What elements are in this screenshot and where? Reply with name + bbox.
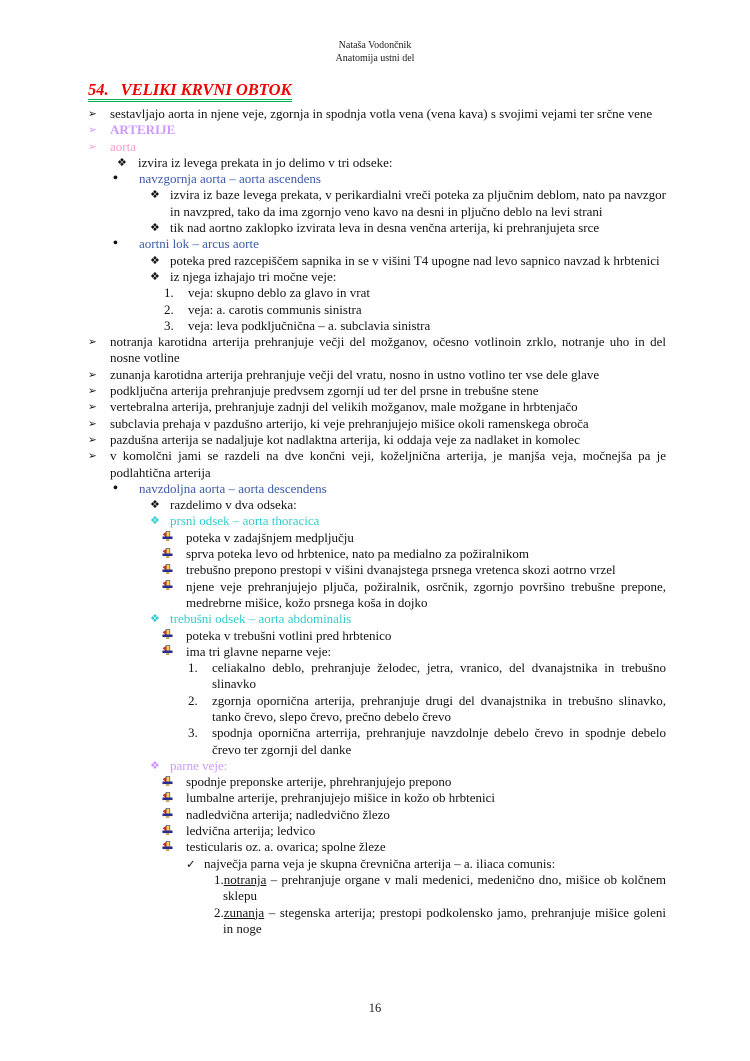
diamond-bullet-icon: ❖ <box>150 188 160 202</box>
down-arrow-icon <box>162 807 186 823</box>
down-arrow-icon <box>162 839 186 855</box>
list-item <box>162 579 666 612</box>
arrow-bullet-icon: ➢ <box>88 140 97 153</box>
section-title <box>88 81 292 102</box>
list-item-text: aortni lok – arcus aorte <box>139 236 259 252</box>
list-item-text: navzgornja aorta – aorta ascendens <box>139 171 321 187</box>
list-item <box>164 318 666 334</box>
list-item <box>162 628 666 644</box>
list-item <box>150 758 666 774</box>
list-item <box>188 693 666 726</box>
list-item-text: ledvična arterija; ledvico <box>186 823 316 839</box>
dot-bullet-icon: • <box>113 171 118 187</box>
list-item <box>162 774 666 790</box>
diamond-bullet-icon: ❖ <box>150 253 160 267</box>
list-item <box>88 432 666 448</box>
down-arrow-icon <box>162 579 186 612</box>
list-item <box>88 448 666 481</box>
list-item-text: izvira iz levega prekata in jo delimo v tri odseke: <box>138 154 393 170</box>
list-item-text: ARTERIJE <box>110 122 176 138</box>
list-item-text: izvira iz baze levega prekata, v perikardialni vreči poteka za pljučnim deblom, nato pa navzgor in navzpred, tako da ima zgornjo veno kavo na desni in pljučno deblo na levi strani <box>170 187 666 219</box>
arrow-bullet-icon: ➢ <box>88 385 97 398</box>
arrow-bullet-icon: ➢ <box>88 401 97 414</box>
arrow-bullet-icon: ➢ <box>88 108 97 120</box>
header-subject: Anatomija ustni del <box>335 52 415 64</box>
list-item-text: nadledvična arterija; nadledvično žlezo <box>186 806 390 822</box>
check-bullet-icon: ✓ <box>186 856 196 871</box>
list-item <box>162 790 666 806</box>
list-item-text: v komolčni jami se razdeli na dve končni veji, koželjnična arterija, je manjša veja, močnejša pa je podlahtična arterija <box>110 448 666 480</box>
list-item-text: lumbalne arterije, prehranjujejo mišice in kožo ob hrbtenici <box>186 790 496 806</box>
list-item <box>214 905 666 938</box>
list-item <box>88 334 666 367</box>
list-item <box>150 513 666 529</box>
arrow-bullet-icon: ➢ <box>88 417 97 430</box>
list-item <box>150 253 666 269</box>
arrow-bullet-icon: ➢ <box>88 368 97 381</box>
list-item <box>188 660 666 693</box>
item-number: 1. <box>214 871 224 887</box>
list-item-text: aorta <box>110 138 136 154</box>
diamond-bullet-icon: ❖ <box>150 498 160 512</box>
diamond-bullet-icon: ❖ <box>150 269 160 283</box>
item-number: 1. <box>164 285 174 301</box>
arrow-bullet-icon: ➢ <box>88 124 97 137</box>
list-item-text: zunanja karotidna arterija prehranjuje večji del vratu, nosno in ustno votlino ter vse dele glave <box>110 366 600 382</box>
list-item <box>88 139 666 155</box>
page-number: 16 <box>368 1001 382 1015</box>
list-item <box>150 269 666 285</box>
section-title-text: VELIKI KRVNI OBTOK <box>120 80 292 99</box>
diamond-bullet-icon: ❖ <box>150 758 160 772</box>
list-item-text: vertebralna arterija, prehranjuje zadnji del velikih možganov, male možgane in hrbtenjačo <box>110 399 578 415</box>
list-item <box>117 155 666 171</box>
list-item-text: podključna arterija prehranjuje predvsem zgornji ud ter del prsne in trebušne stene <box>110 383 539 399</box>
list-item <box>150 611 666 627</box>
diamond-bullet-icon: ❖ <box>117 155 127 169</box>
list-item-text: poteka v zadajšnjem medpljučju <box>186 529 354 545</box>
list-item-text: 1.notranja – prehranjuje organe v mali medenici, medenično dno, mišice ob kolčnem sklepu <box>214 871 666 904</box>
dot-bullet-icon: • <box>113 236 118 252</box>
list-item-text: veja: a. carotis communis sinistra <box>188 301 362 317</box>
list-item <box>164 302 666 318</box>
header-author: Nataša Vodončnik <box>338 40 412 51</box>
diamond-bullet-icon: ❖ <box>150 221 160 235</box>
down-arrow-icon <box>162 790 186 806</box>
list-item-text: subclavia prehaja v pazdušno arterijo, ki veje prehranjujejo mišice okoli ramenskega obroča <box>110 415 589 431</box>
list-item <box>88 399 666 415</box>
list-item <box>113 236 666 252</box>
list-item <box>164 285 666 301</box>
list-item <box>214 872 666 905</box>
list-item <box>162 546 666 562</box>
list-item <box>88 367 666 383</box>
list-item-text: trebušno prepono prestopi v višini dvanajstega prsnega vretenca skozi aotrno vrzel <box>186 562 616 578</box>
dot-bullet-icon: • <box>113 480 118 496</box>
list-item-text: pazdušna arterija se nadaljuje kot nadlaktna arterija, ki oddaja veje za nadlaket in komolec <box>110 431 580 447</box>
list-item-text: razdelimo v dva odseka: <box>170 497 297 513</box>
down-arrow-icon <box>162 562 186 578</box>
list-item-text: trebušni odsek – aorta abdominalis <box>170 611 352 627</box>
list-item-text: iz njega izhajajo tri močne veje: <box>170 268 337 284</box>
item-number: 2. <box>188 692 198 708</box>
list-item <box>150 497 666 513</box>
arrow-bullet-icon: ➢ <box>88 450 97 463</box>
list-item-text: spodnja opornična arterrija, prehranjuje navzdolnje debelo črevo in spodnje debelo črevo ter zgornji del danke <box>212 725 666 757</box>
list-item <box>88 122 666 138</box>
list-item <box>88 106 666 122</box>
section-number: 54. <box>88 80 109 99</box>
list-item <box>150 220 666 236</box>
list-item <box>162 562 666 578</box>
list-item-text: sprva poteka levo od hrbtenice, nato pa medialno za požiralnikom <box>186 546 529 562</box>
item-number: 3. <box>188 725 198 741</box>
item-number: 2. <box>214 904 224 920</box>
arrow-bullet-icon: ➢ <box>88 336 97 349</box>
arrow-bullet-icon: ➢ <box>88 433 97 446</box>
list-item-text: navzdoljna aorta – aorta descendens <box>139 480 327 496</box>
down-arrow-icon <box>162 530 186 546</box>
list-item <box>162 823 666 839</box>
list-item-text: celiakalno deblo, prehranjuje želodec, jetra, vranico, del dvanajstnika in trebušno slinavko <box>212 660 666 692</box>
list-item <box>162 839 666 855</box>
list-item-text: zgornja opornična arterija, prehranjuje drugi del dvanajstnika in trebušno slinavko, tanko črevo, slepo črevo, prečno debelo črevo <box>212 692 666 724</box>
list-item <box>88 383 666 399</box>
diamond-bullet-icon: ❖ <box>150 612 160 626</box>
list-item-text: prsni odsek – aorta thoracica <box>170 513 320 529</box>
list-item <box>162 644 666 660</box>
list-item <box>186 856 666 872</box>
list-item-text: ima tri glavne neparne veje: <box>186 643 332 659</box>
list-item <box>162 530 666 546</box>
list-item-text: poteka v trebušni votlini pred hrbtenico <box>186 627 392 643</box>
item-number: 2. <box>164 301 174 317</box>
down-arrow-icon <box>162 823 186 839</box>
list-item-text: spodnje preponske arterije, phrehranjujejo prepono <box>186 774 452 790</box>
list-item-text: veja: leva podključnična – a. subclavia sinistra <box>188 317 431 333</box>
document-content <box>88 81 666 937</box>
document-body <box>88 106 666 937</box>
list-item <box>162 807 666 823</box>
underlined-term: zunanja <box>223 904 265 920</box>
list-item-text: notranja karotidna arterija prehranjuje večji del možganov, očesno votlinoin zrklo, notranje uho in del nosne votline <box>110 334 666 366</box>
list-item <box>88 416 666 432</box>
down-arrow-icon <box>162 774 186 790</box>
item-number: 1. <box>188 660 198 676</box>
down-arrow-icon <box>162 644 186 660</box>
down-arrow-icon <box>162 546 186 562</box>
page-header <box>0 40 750 65</box>
list-item <box>188 725 666 758</box>
list-item-text: sestavljajo aorta in njene veje, zgornja in spodnja votla vena (vena kava) s svojimi vejami ter srčne vene <box>110 106 653 121</box>
list-item <box>113 171 666 187</box>
item-number: 3. <box>164 317 174 333</box>
underlined-term: notranja <box>223 871 267 887</box>
down-arrow-icon <box>162 628 186 644</box>
list-item <box>150 187 666 220</box>
list-item-text: 2.zunanja – stegenska arterija; prestopi podkolensko jamo, prehranjuje mišice goleni in noge <box>214 904 666 936</box>
list-item-text: njene veje prehranjujejo pljuča, požiralnik, osrčnik, zgornjo površino trebušne prepone, medrebrne mišice, kožo prsnega koša in dojko <box>186 578 666 610</box>
list-item-text: parne veje: <box>170 757 228 773</box>
list-item-text: testicularis oz. a. ovarica; spolne žleze <box>186 839 386 855</box>
list-item-text: veja: skupno deblo za glavo in vrat <box>188 285 370 301</box>
list-item-text: tik nad aortno zaklopko izvirata leva in desna venčna arterija, ki prehranjujeta srce <box>170 220 600 236</box>
list-item-text: največja parna veja je skupna črevnična arterija – a. iliaca comunis: <box>204 855 556 871</box>
list-item-text: poteka pred razcepiščem sapnika in se v višini T4 upogne nad levo sapnico navzad k hrbtenici <box>170 252 660 268</box>
list-item <box>113 481 666 497</box>
diamond-bullet-icon: ❖ <box>150 514 160 528</box>
